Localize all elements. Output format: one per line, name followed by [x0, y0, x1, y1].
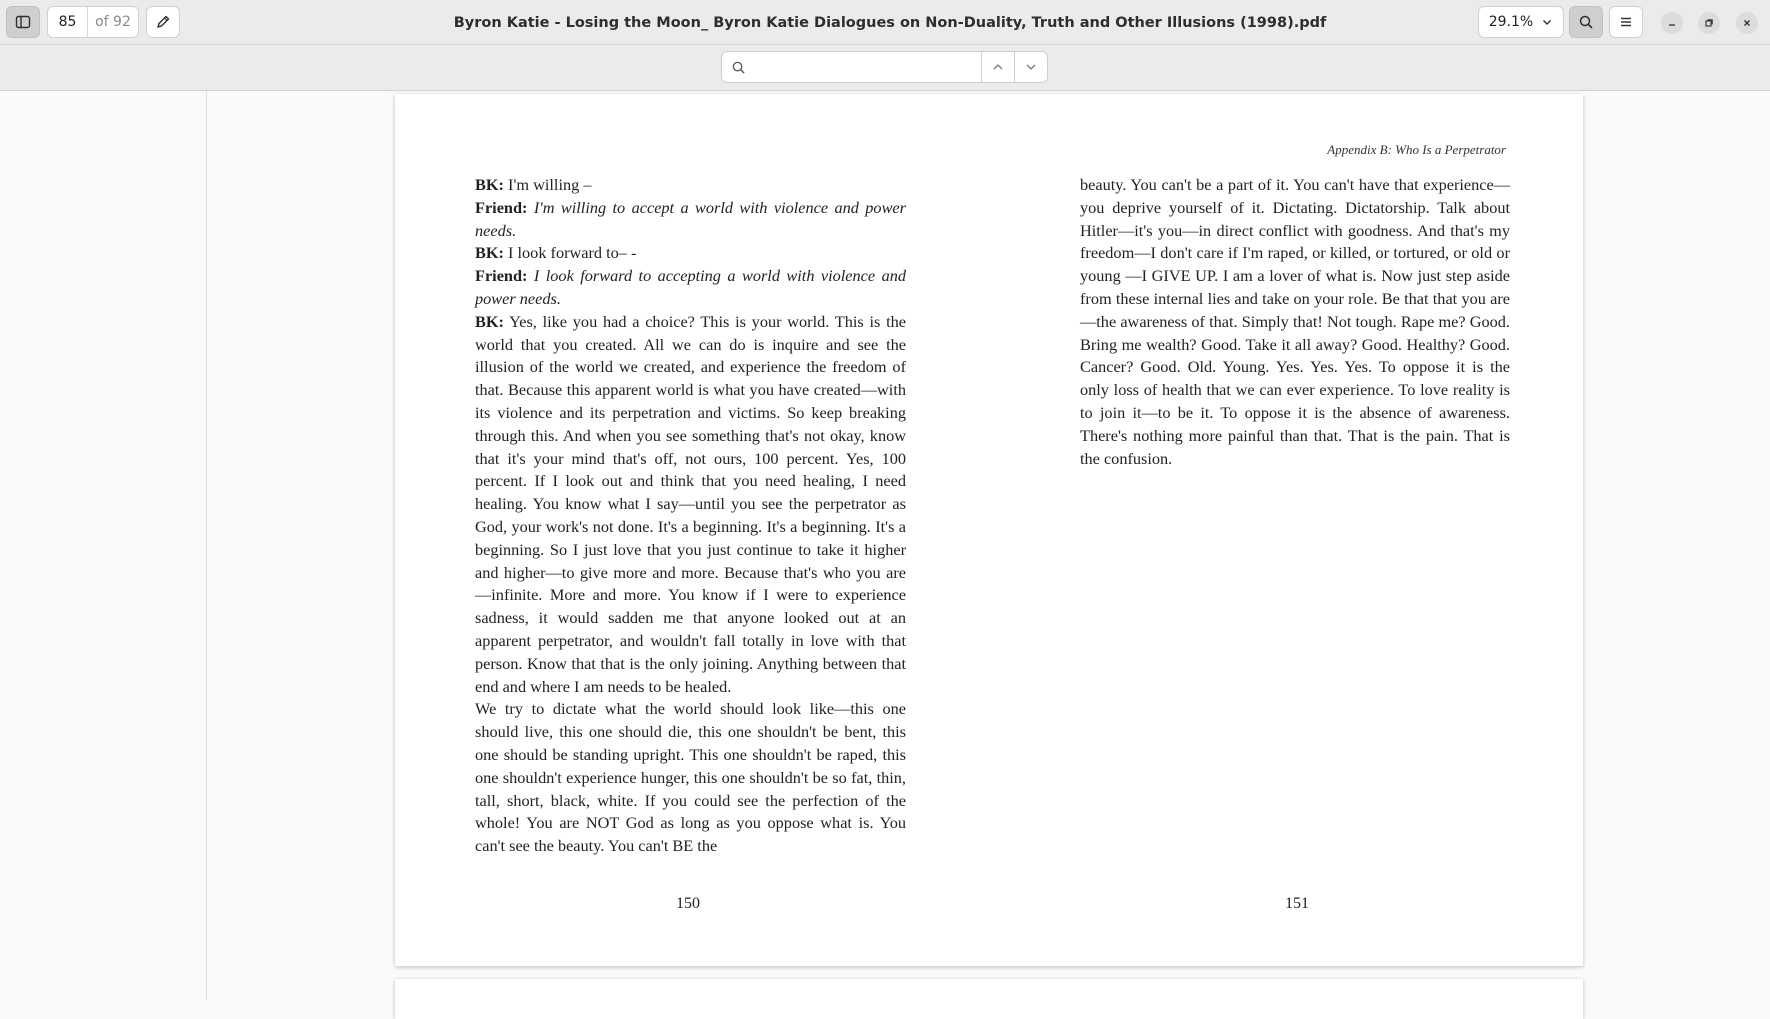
chevron-up-icon — [991, 60, 1005, 74]
find-input[interactable] — [754, 56, 976, 78]
paragraph — [475, 242, 906, 265]
zoom-selector[interactable] — [1478, 6, 1564, 38]
pencil-icon — [155, 14, 171, 30]
left-column-text — [475, 174, 906, 858]
paragraph — [475, 197, 906, 243]
right-column-text — [1080, 174, 1510, 470]
search-toggle-button[interactable] — [1569, 6, 1603, 38]
sidebar-divider — [206, 91, 207, 1000]
page-number-entry[interactable] — [47, 6, 139, 38]
next-pdf-page — [395, 979, 1583, 1019]
find-next-button[interactable] — [1014, 51, 1048, 83]
right-page-number: 151 — [1285, 895, 1309, 912]
speaker-label: BK: — [475, 175, 504, 194]
paragraph — [475, 311, 906, 699]
paragraph-text: I'm willing – — [503, 175, 592, 194]
speaker-label: BK: — [475, 243, 504, 263]
hamburger-menu-icon — [1619, 15, 1633, 29]
search-icon — [731, 60, 746, 75]
paragraph-text: beauty. You can't be a part of it. You can't have that experience—you deprive yourself of it. Dictating. Dictatorship. Talk about Hitler—it's you—in direct conflict with goodness. And that's my freedom—I don't care if I'm raped, or killed, or tortured, or old or young —I GIVE UP. I am a lover of what is. Now just step aside from these internal lies and take on your role. Be that that you are—the awareness of that. Simply that! Not tough. Rape me? Good. Bring me wealth? Good. Take it all away? Good. Healthy? Good. Cancer? Good. Old. Young. Yes. Yes. Yes. To oppose it is the only loss of health that we can ever experience. To love reality is to join it—to be it. To oppose it is the absence of awareness. There's nothing more painful than that. That is the pain. That is the confusion. — [1080, 175, 1510, 468]
find-field[interactable] — [721, 51, 983, 83]
current-page-number[interactable]: 85 — [48, 7, 88, 37]
page-total-label: of 92 — [95, 14, 131, 30]
search-icon — [1578, 14, 1594, 30]
chevron-down-icon — [1024, 60, 1038, 74]
find-bar — [0, 45, 1770, 91]
paragraph-text: I'm willing to accept a world with violence and power needs. — [475, 197, 906, 240]
paragraph — [475, 265, 906, 311]
paragraph — [475, 698, 906, 858]
speaker-label: Friend: — [475, 266, 528, 286]
sidebar-toggle-button[interactable] — [6, 6, 40, 38]
paragraph — [1080, 174, 1510, 470]
restore-icon — [1704, 18, 1714, 28]
zoom-level: 29.1% — [1488, 14, 1534, 30]
chevron-down-icon — [1541, 16, 1553, 28]
pdf-page — [395, 94, 1583, 966]
main-menu-button[interactable] — [1609, 6, 1643, 38]
speaker-label: Friend: — [475, 197, 528, 217]
find-previous-button[interactable] — [981, 51, 1015, 83]
paragraph — [475, 174, 906, 197]
running-head: Appendix B: Who Is a Perpetrator — [1327, 142, 1506, 157]
left-page-number: 150 — [676, 895, 700, 912]
paragraph-text: Yes, like you had a choice? This is your world. This is the world that you created. All we can do is inquire and see the illusion of the world we created, and experience the freedom of that. Because this apparent world is what you have created—with its violence and its perpetration and victims. So keep breaking through this. And when you see something that's not okay, know that it's your mind that's off, not ours, 100 percent. Yes, 100 percent. If I look out and think that you need healing, I need healing. You know what I say—until you see the perpetrator as God, your work's not done. It's a beginning. It's a beginning. It's a beginning. So I just love that you just continue to take it higher and higher—to give more and more. Because that's who you are—infinite. More and more. You know if I were to experience sadness, it would sadden me that anyone looked out at an apparent perpetrator, and wouldn't fall totally in love with that person. Know that that is the only joining. Anything between that end and where I am needs to be healed. — [475, 311, 906, 696]
paragraph-text: We try to dictate what the world should look like—this one should live, this one should die, this one shouldn't be bent, this one should be standing upright. This one shouldn't be raped, this one shouldn't experience hunger, this one shouldn't be so fat, thin, tall, short, black, white. If you could see the perfection of the whole! You are NOT God as long as you oppose what is. You can't see the beauty. You can't BE the — [475, 699, 906, 856]
minimize-button[interactable] — [1661, 12, 1683, 34]
speaker-label: BK: — [475, 311, 504, 331]
paragraph-text: I look forward to– - — [503, 243, 637, 263]
annotate-button[interactable] — [146, 6, 180, 38]
minimize-icon — [1667, 18, 1677, 28]
close-icon — [1742, 18, 1752, 28]
document-title: Byron Katie - Losing the Moon_ Byron Katie Dialogues on Non-Duality, Truth and Other Illusions (1998).pdf — [453, 14, 1327, 31]
header-bar — [0, 0, 1770, 45]
paragraph-text: I look forward to accepting a world with violence and power needs. — [475, 266, 906, 308]
restore-button[interactable] — [1698, 12, 1720, 34]
close-button[interactable] — [1736, 12, 1758, 34]
sidebar-icon — [15, 14, 31, 30]
document-view[interactable] — [0, 91, 1770, 1000]
